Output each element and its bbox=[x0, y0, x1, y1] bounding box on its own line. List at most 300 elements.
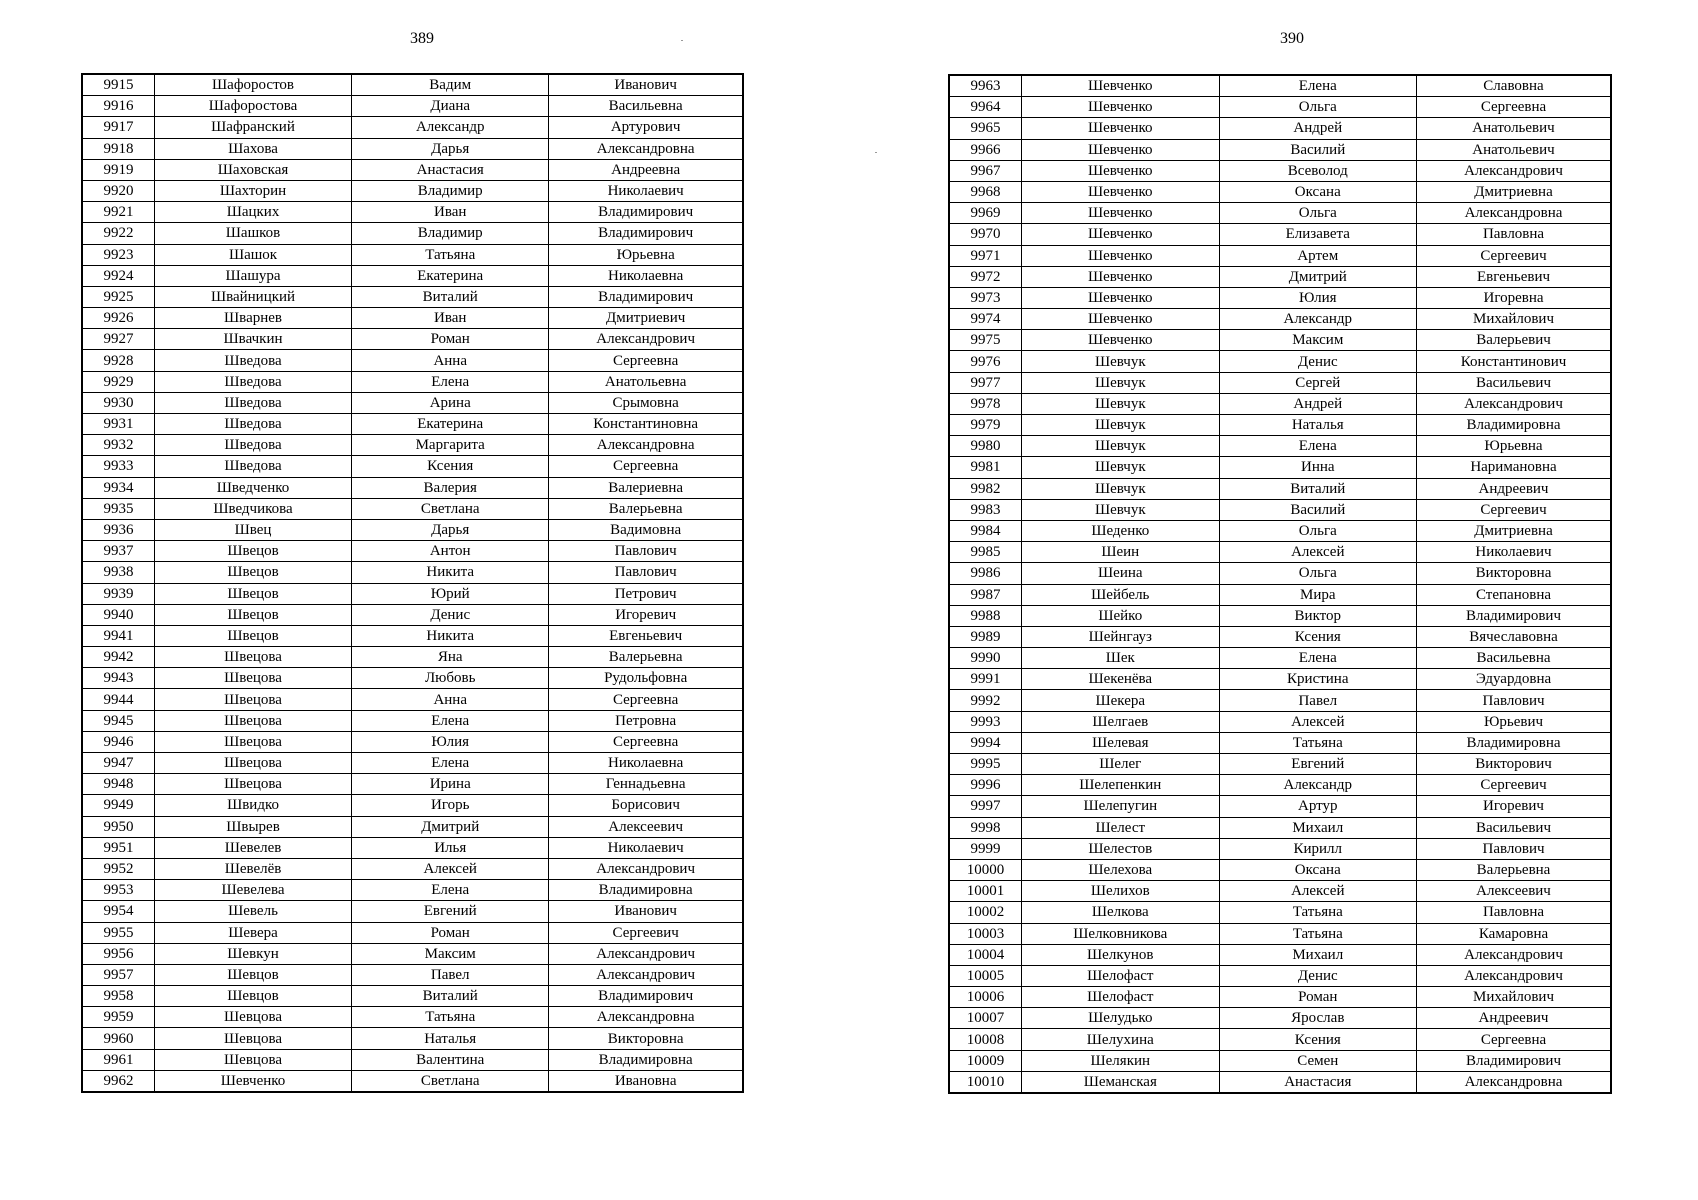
record-number-cell: 9990 bbox=[949, 648, 1022, 669]
last-name-cell: Шевченко bbox=[1022, 330, 1219, 351]
record-number-cell: 9933 bbox=[82, 456, 154, 477]
patronymic-cell: Сергеевич bbox=[1417, 775, 1611, 796]
table-row bbox=[82, 710, 743, 731]
first-name-cell: Валерия bbox=[352, 477, 549, 498]
last-name-cell: Шведова bbox=[154, 456, 351, 477]
first-name-cell: Светлана bbox=[352, 1070, 549, 1092]
last-name-cell: Шейбель bbox=[1022, 584, 1219, 605]
last-name-cell: Шафранский bbox=[154, 117, 351, 138]
first-name-cell: Елена bbox=[1219, 75, 1416, 97]
patronymic-cell: Валерьевна bbox=[549, 647, 743, 668]
record-number-cell: 9983 bbox=[949, 499, 1022, 520]
record-number-cell: 9917 bbox=[82, 117, 154, 138]
patronymic-cell: Дмитриевна bbox=[1417, 520, 1611, 541]
patronymic-cell: Владимировна bbox=[1417, 732, 1611, 753]
last-name-cell: Швецова bbox=[154, 753, 351, 774]
last-name-cell: Шевчук bbox=[1022, 393, 1219, 414]
record-number-cell: 9985 bbox=[949, 542, 1022, 563]
last-name-cell: Шелестов bbox=[1022, 838, 1219, 859]
table-row bbox=[82, 117, 743, 138]
table-row bbox=[949, 923, 1611, 944]
patronymic-cell: Павловна bbox=[1417, 224, 1611, 245]
last-name-cell: Шеденко bbox=[1022, 520, 1219, 541]
last-name-cell: Шелудько bbox=[1022, 1008, 1219, 1029]
record-number-cell: 10008 bbox=[949, 1029, 1022, 1050]
first-name-cell: Татьяна bbox=[1219, 923, 1416, 944]
last-name-cell: Шевцов bbox=[154, 964, 351, 985]
table-row bbox=[82, 1049, 743, 1070]
registry-table-left bbox=[81, 73, 744, 1093]
first-name-cell: Дарья bbox=[352, 138, 549, 159]
table-row bbox=[82, 541, 743, 562]
record-number-cell: 9957 bbox=[82, 964, 154, 985]
record-number-cell: 9930 bbox=[82, 392, 154, 413]
first-name-cell: Алексей bbox=[1219, 881, 1416, 902]
patronymic-cell: Павлович bbox=[549, 541, 743, 562]
patronymic-cell: Степановна bbox=[1417, 584, 1611, 605]
last-name-cell: Шевчук bbox=[1022, 372, 1219, 393]
record-number-cell: 9981 bbox=[949, 457, 1022, 478]
last-name-cell: Шеманская bbox=[1022, 1071, 1219, 1093]
last-name-cell: Шевелев bbox=[154, 837, 351, 858]
table-row bbox=[82, 286, 743, 307]
table-row bbox=[949, 1008, 1611, 1029]
table-row bbox=[949, 330, 1611, 351]
table-row bbox=[949, 139, 1611, 160]
patronymic-cell: Александрович bbox=[549, 858, 743, 879]
record-number-cell: 9932 bbox=[82, 435, 154, 456]
patronymic-cell: Юрьевна bbox=[1417, 436, 1611, 457]
patronymic-cell: Александровна bbox=[549, 1007, 743, 1028]
record-number-cell: 10007 bbox=[949, 1008, 1022, 1029]
patronymic-cell: Сергеевич bbox=[1417, 245, 1611, 266]
patronymic-cell: Игоревич bbox=[549, 604, 743, 625]
last-name-cell: Шевчук bbox=[1022, 351, 1219, 372]
last-name-cell: Шевченко bbox=[1022, 266, 1219, 287]
last-name-cell: Шашков bbox=[154, 223, 351, 244]
first-name-cell: Ольга bbox=[1219, 97, 1416, 118]
patronymic-cell: Васильевна bbox=[549, 96, 743, 117]
last-name-cell: Швецова bbox=[154, 731, 351, 752]
first-name-cell: Оксана bbox=[1219, 181, 1416, 202]
patronymic-cell: Валериевна bbox=[549, 477, 743, 498]
table-row bbox=[949, 520, 1611, 541]
table-row bbox=[949, 224, 1611, 245]
last-name-cell: Шейко bbox=[1022, 605, 1219, 626]
record-number-cell: 9971 bbox=[949, 245, 1022, 266]
first-name-cell: Денис bbox=[1219, 965, 1416, 986]
patronymic-cell: Михайлович bbox=[1417, 309, 1611, 330]
table-row bbox=[949, 796, 1611, 817]
page-number-right: 390 bbox=[1280, 30, 1304, 47]
table-row bbox=[82, 519, 743, 540]
first-name-cell: Владимир bbox=[352, 180, 549, 201]
table-row bbox=[82, 858, 743, 879]
table-row bbox=[82, 837, 743, 858]
patronymic-cell: Александрович bbox=[1417, 393, 1611, 414]
patronymic-cell: Петрович bbox=[549, 583, 743, 604]
table-row bbox=[949, 436, 1611, 457]
patronymic-cell: Борисович bbox=[549, 795, 743, 816]
first-name-cell: Елена bbox=[352, 753, 549, 774]
patronymic-cell: Сергеевна bbox=[1417, 1029, 1611, 1050]
patronymic-cell: Владимировна bbox=[1417, 415, 1611, 436]
patronymic-cell: Геннадьевна bbox=[549, 774, 743, 795]
patronymic-cell: Евгеньевич bbox=[1417, 266, 1611, 287]
record-number-cell: 9929 bbox=[82, 371, 154, 392]
last-name-cell: Швецова bbox=[154, 647, 351, 668]
patronymic-cell: Константинович bbox=[1417, 351, 1611, 372]
patronymic-cell: Артурович bbox=[549, 117, 743, 138]
first-name-cell: Маргарита bbox=[352, 435, 549, 456]
patronymic-cell: Эдуардовна bbox=[1417, 669, 1611, 690]
patronymic-cell: Павлович bbox=[1417, 690, 1611, 711]
last-name-cell: Шелкова bbox=[1022, 902, 1219, 923]
table-row bbox=[82, 371, 743, 392]
patronymic-cell: Сергеевич bbox=[1417, 499, 1611, 520]
record-number-cell: 10003 bbox=[949, 923, 1022, 944]
first-name-cell: Максим bbox=[352, 943, 549, 964]
record-number-cell: 9976 bbox=[949, 351, 1022, 372]
table-row bbox=[82, 456, 743, 477]
table-row bbox=[949, 1071, 1611, 1093]
first-name-cell: Александр bbox=[1219, 775, 1416, 796]
first-name-cell: Игорь bbox=[352, 795, 549, 816]
record-number-cell: 9956 bbox=[82, 943, 154, 964]
last-name-cell: Шевченко bbox=[1022, 118, 1219, 139]
record-number-cell: 9977 bbox=[949, 372, 1022, 393]
record-number-cell: 9934 bbox=[82, 477, 154, 498]
last-name-cell: Шевченко bbox=[1022, 97, 1219, 118]
last-name-cell: Шведова bbox=[154, 371, 351, 392]
last-name-cell: Шевцова bbox=[154, 1049, 351, 1070]
scan-mark bbox=[875, 152, 877, 153]
last-name-cell: Шевченко bbox=[1022, 181, 1219, 202]
first-name-cell: Екатерина bbox=[352, 265, 549, 286]
last-name-cell: Шевченко bbox=[154, 1070, 351, 1092]
first-name-cell: Алексей bbox=[352, 858, 549, 879]
record-number-cell: 9921 bbox=[82, 202, 154, 223]
first-name-cell: Оксана bbox=[1219, 859, 1416, 880]
table-row bbox=[949, 309, 1611, 330]
last-name-cell: Шевчук bbox=[1022, 457, 1219, 478]
patronymic-cell: Иванович bbox=[549, 901, 743, 922]
patronymic-cell: Рудольфовна bbox=[549, 668, 743, 689]
patronymic-cell: Наримановна bbox=[1417, 457, 1611, 478]
record-number-cell: 9991 bbox=[949, 669, 1022, 690]
record-number-cell: 9988 bbox=[949, 605, 1022, 626]
patronymic-cell: Васильевич bbox=[1417, 372, 1611, 393]
patronymic-cell: Павлович bbox=[1417, 838, 1611, 859]
first-name-cell: Иван bbox=[352, 202, 549, 223]
record-number-cell: 9923 bbox=[82, 244, 154, 265]
patronymic-cell: Дмитриевич bbox=[549, 308, 743, 329]
last-name-cell: Шелякин bbox=[1022, 1050, 1219, 1071]
table-row bbox=[82, 922, 743, 943]
record-number-cell: 9926 bbox=[82, 308, 154, 329]
record-number-cell: 9949 bbox=[82, 795, 154, 816]
record-number-cell: 9966 bbox=[949, 139, 1022, 160]
last-name-cell: Швецов bbox=[154, 562, 351, 583]
record-number-cell: 9970 bbox=[949, 224, 1022, 245]
first-name-cell: Илья bbox=[352, 837, 549, 858]
first-name-cell: Василий bbox=[1219, 499, 1416, 520]
last-name-cell: Шевчук bbox=[1022, 499, 1219, 520]
table-row bbox=[82, 964, 743, 985]
last-name-cell: Швецова bbox=[154, 710, 351, 731]
table-row bbox=[82, 392, 743, 413]
table-row bbox=[949, 965, 1611, 986]
patronymic-cell: Петровна bbox=[549, 710, 743, 731]
table-row bbox=[82, 477, 743, 498]
table-row bbox=[82, 562, 743, 583]
record-number-cell: 9916 bbox=[82, 96, 154, 117]
record-number-cell: 9924 bbox=[82, 265, 154, 286]
table-row bbox=[82, 159, 743, 180]
table-row bbox=[949, 245, 1611, 266]
table-row bbox=[949, 881, 1611, 902]
last-name-cell: Шварнев bbox=[154, 308, 351, 329]
patronymic-cell: Владимировна bbox=[549, 1049, 743, 1070]
first-name-cell: Анастасия bbox=[1219, 1071, 1416, 1093]
first-name-cell: Роман bbox=[352, 329, 549, 350]
table-row bbox=[949, 987, 1611, 1008]
table-row bbox=[82, 625, 743, 646]
table-row bbox=[949, 944, 1611, 965]
patronymic-cell: Владимирович bbox=[549, 202, 743, 223]
patronymic-cell: Юрьевна bbox=[549, 244, 743, 265]
record-number-cell: 9931 bbox=[82, 414, 154, 435]
last-name-cell: Шашок bbox=[154, 244, 351, 265]
record-number-cell: 9987 bbox=[949, 584, 1022, 605]
first-name-cell: Василий bbox=[1219, 139, 1416, 160]
record-number-cell: 9927 bbox=[82, 329, 154, 350]
table-row bbox=[82, 816, 743, 837]
first-name-cell: Татьяна bbox=[1219, 732, 1416, 753]
last-name-cell: Швецов bbox=[154, 625, 351, 646]
last-name-cell: Шахова bbox=[154, 138, 351, 159]
last-name-cell: Шелгаев bbox=[1022, 711, 1219, 732]
patronymic-cell: Николаевна bbox=[549, 265, 743, 286]
last-name-cell: Шелевая bbox=[1022, 732, 1219, 753]
patronymic-cell: Алексеевич bbox=[1417, 881, 1611, 902]
table-row bbox=[949, 1029, 1611, 1050]
patronymic-cell: Константиновна bbox=[549, 414, 743, 435]
table-row bbox=[82, 943, 743, 964]
first-name-cell: Юлия bbox=[352, 731, 549, 752]
record-number-cell: 9920 bbox=[82, 180, 154, 201]
first-name-cell: Татьяна bbox=[352, 1007, 549, 1028]
table-row bbox=[82, 795, 743, 816]
scan-mark bbox=[681, 40, 683, 41]
patronymic-cell: Сергеевна bbox=[549, 350, 743, 371]
record-number-cell: 9967 bbox=[949, 160, 1022, 181]
patronymic-cell: Валерьевич bbox=[1417, 330, 1611, 351]
last-name-cell: Швецова bbox=[154, 774, 351, 795]
record-number-cell: 9958 bbox=[82, 986, 154, 1007]
first-name-cell: Денис bbox=[352, 604, 549, 625]
first-name-cell: Владимир bbox=[352, 223, 549, 244]
patronymic-cell: Николаевич bbox=[549, 180, 743, 201]
last-name-cell: Шелепугин bbox=[1022, 796, 1219, 817]
first-name-cell: Ирина bbox=[352, 774, 549, 795]
patronymic-cell: Павловна bbox=[1417, 902, 1611, 923]
record-number-cell: 9994 bbox=[949, 732, 1022, 753]
patronymic-cell: Анатольевна bbox=[549, 371, 743, 392]
record-number-cell: 9974 bbox=[949, 309, 1022, 330]
first-name-cell: Ксения bbox=[352, 456, 549, 477]
table-row bbox=[82, 731, 743, 752]
patronymic-cell: Анатольевич bbox=[1417, 118, 1611, 139]
patronymic-cell: Владимирович bbox=[549, 986, 743, 1007]
first-name-cell: Екатерина bbox=[352, 414, 549, 435]
first-name-cell: Ксения bbox=[1219, 1029, 1416, 1050]
record-number-cell: 9915 bbox=[82, 74, 154, 96]
first-name-cell: Диана bbox=[352, 96, 549, 117]
record-number-cell: 9935 bbox=[82, 498, 154, 519]
last-name-cell: Швецова bbox=[154, 668, 351, 689]
record-number-cell: 10001 bbox=[949, 881, 1022, 902]
record-number-cell: 10005 bbox=[949, 965, 1022, 986]
first-name-cell: Кирилл bbox=[1219, 838, 1416, 859]
patronymic-cell: Александрович bbox=[549, 964, 743, 985]
patronymic-cell: Александрович bbox=[1417, 965, 1611, 986]
patronymic-cell: Николаевич bbox=[1417, 542, 1611, 563]
last-name-cell: Швайницкий bbox=[154, 286, 351, 307]
patronymic-cell: Сергеевна bbox=[1417, 97, 1611, 118]
patronymic-cell: Владимирович bbox=[549, 223, 743, 244]
last-name-cell: Швецов bbox=[154, 541, 351, 562]
last-name-cell: Швецова bbox=[154, 689, 351, 710]
patronymic-cell: Игоревич bbox=[1417, 796, 1611, 817]
first-name-cell: Наталья bbox=[1219, 415, 1416, 436]
first-name-cell: Александр bbox=[352, 117, 549, 138]
patronymic-cell: Срымовна bbox=[549, 392, 743, 413]
first-name-cell: Виталий bbox=[1219, 478, 1416, 499]
patronymic-cell: Павлович bbox=[549, 562, 743, 583]
patronymic-cell: Васильевна bbox=[1417, 648, 1611, 669]
table-row bbox=[949, 75, 1611, 97]
table-row bbox=[82, 265, 743, 286]
first-name-cell: Денис bbox=[1219, 351, 1416, 372]
record-number-cell: 10006 bbox=[949, 987, 1022, 1008]
last-name-cell: Шелухина bbox=[1022, 1029, 1219, 1050]
first-name-cell: Александр bbox=[1219, 309, 1416, 330]
patronymic-cell: Андреевна bbox=[549, 159, 743, 180]
last-name-cell: Шевель bbox=[154, 901, 351, 922]
first-name-cell: Елена bbox=[352, 371, 549, 392]
table-row bbox=[949, 415, 1611, 436]
record-number-cell: 9989 bbox=[949, 626, 1022, 647]
last-name-cell: Шелковникова bbox=[1022, 923, 1219, 944]
table-row bbox=[82, 244, 743, 265]
last-name-cell: Шевченко bbox=[1022, 287, 1219, 308]
table-row bbox=[949, 669, 1611, 690]
patronymic-cell: Андреевич bbox=[1417, 1008, 1611, 1029]
record-number-cell: 9975 bbox=[949, 330, 1022, 351]
patronymic-cell: Николаевна bbox=[549, 753, 743, 774]
first-name-cell: Михаил bbox=[1219, 944, 1416, 965]
last-name-cell: Шевченко bbox=[1022, 309, 1219, 330]
first-name-cell: Всеволод bbox=[1219, 160, 1416, 181]
last-name-cell: Шевченко bbox=[1022, 139, 1219, 160]
first-name-cell: Дмитрий bbox=[352, 816, 549, 837]
record-number-cell: 9961 bbox=[82, 1049, 154, 1070]
first-name-cell: Никита bbox=[352, 625, 549, 646]
table-row bbox=[949, 563, 1611, 584]
table-row bbox=[949, 203, 1611, 224]
patronymic-cell: Владимирович bbox=[1417, 1050, 1611, 1071]
patronymic-cell: Сергеевич bbox=[549, 922, 743, 943]
record-number-cell: 9962 bbox=[82, 1070, 154, 1092]
last-name-cell: Шашура bbox=[154, 265, 351, 286]
last-name-cell: Шевцова bbox=[154, 1028, 351, 1049]
last-name-cell: Шведова bbox=[154, 414, 351, 435]
last-name-cell: Шелест bbox=[1022, 817, 1219, 838]
first-name-cell: Светлана bbox=[352, 498, 549, 519]
record-number-cell: 9979 bbox=[949, 415, 1022, 436]
table-row bbox=[949, 775, 1611, 796]
first-name-cell: Мира bbox=[1219, 584, 1416, 605]
table-row bbox=[949, 648, 1611, 669]
patronymic-cell: Алексеевич bbox=[549, 816, 743, 837]
last-name-cell: Шведченко bbox=[154, 477, 351, 498]
table-row bbox=[949, 478, 1611, 499]
first-name-cell: Виталий bbox=[352, 286, 549, 307]
table-row bbox=[82, 986, 743, 1007]
first-name-cell: Евгений bbox=[1219, 754, 1416, 775]
record-number-cell: 9999 bbox=[949, 838, 1022, 859]
first-name-cell: Павел bbox=[1219, 690, 1416, 711]
patronymic-cell: Славовна bbox=[1417, 75, 1611, 97]
record-number-cell: 9946 bbox=[82, 731, 154, 752]
table-row bbox=[949, 838, 1611, 859]
patronymic-cell: Вадимовна bbox=[549, 519, 743, 540]
table-row bbox=[949, 626, 1611, 647]
first-name-cell: Антон bbox=[352, 541, 549, 562]
table-row bbox=[949, 542, 1611, 563]
table-row bbox=[82, 223, 743, 244]
table-row bbox=[949, 817, 1611, 838]
record-number-cell: 9922 bbox=[82, 223, 154, 244]
patronymic-cell: Юрьевич bbox=[1417, 711, 1611, 732]
last-name-cell: Шевцов bbox=[154, 986, 351, 1007]
record-number-cell: 9944 bbox=[82, 689, 154, 710]
first-name-cell: Анастасия bbox=[352, 159, 549, 180]
last-name-cell: Шек bbox=[1022, 648, 1219, 669]
last-name-cell: Шведова bbox=[154, 392, 351, 413]
table-row bbox=[949, 97, 1611, 118]
record-number-cell: 9998 bbox=[949, 817, 1022, 838]
last-name-cell: Шахторин bbox=[154, 180, 351, 201]
table-row bbox=[82, 138, 743, 159]
last-name-cell: Шведова bbox=[154, 350, 351, 371]
table-row bbox=[949, 372, 1611, 393]
patronymic-cell: Александровна bbox=[549, 435, 743, 456]
first-name-cell: Татьяна bbox=[1219, 902, 1416, 923]
first-name-cell: Вадим bbox=[352, 74, 549, 96]
table-row bbox=[949, 181, 1611, 202]
table-row bbox=[82, 74, 743, 96]
record-number-cell: 9965 bbox=[949, 118, 1022, 139]
patronymic-cell: Анатольевич bbox=[1417, 139, 1611, 160]
record-number-cell: 9947 bbox=[82, 753, 154, 774]
table-row bbox=[82, 180, 743, 201]
patronymic-cell: Игоревна bbox=[1417, 287, 1611, 308]
record-number-cell: 9972 bbox=[949, 266, 1022, 287]
table-row bbox=[82, 774, 743, 795]
first-name-cell: Елизавета bbox=[1219, 224, 1416, 245]
